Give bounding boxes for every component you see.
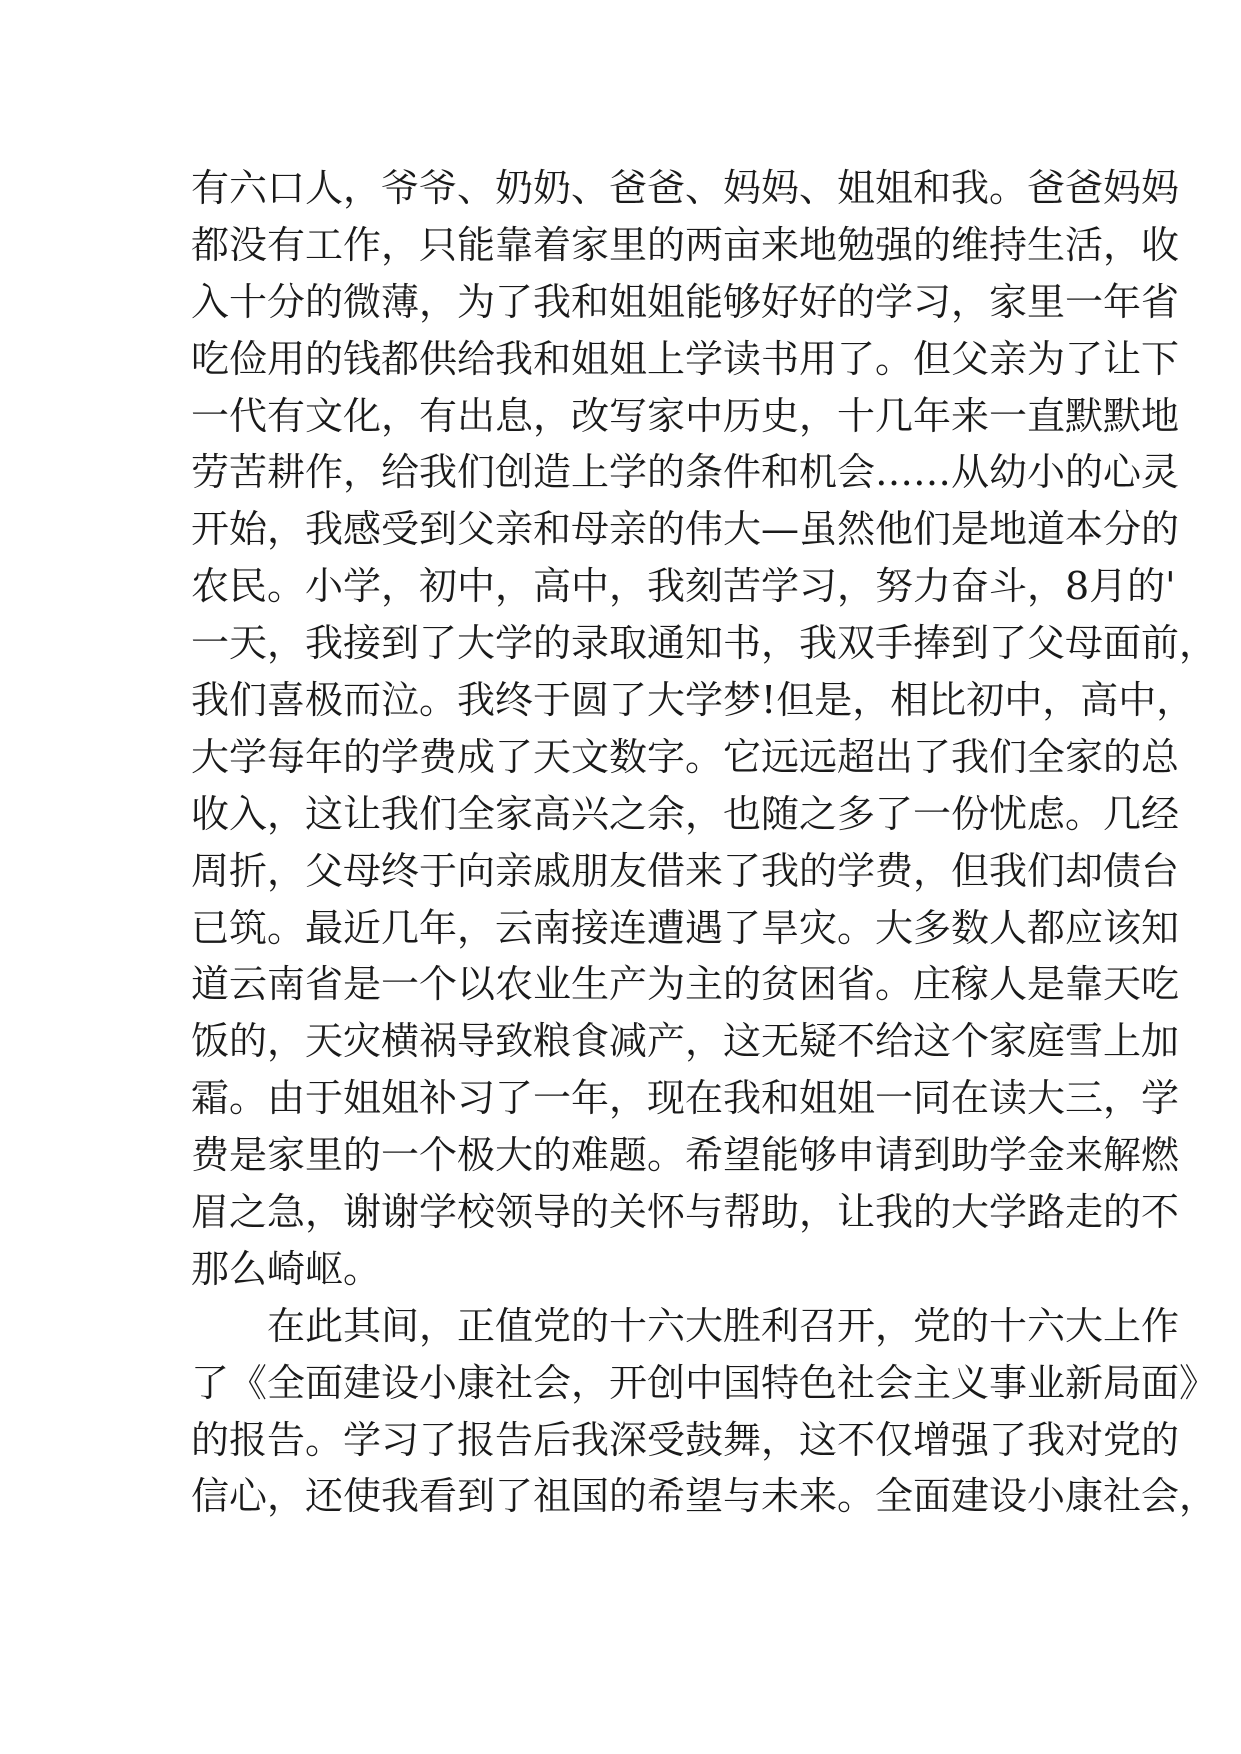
- text-line: 劳苦耕作，给我们创造上学的条件和机会……从幼小的心灵: [191, 450, 1180, 495]
- text-line: 收入，这让我们全家高兴之余，也随之多了一份忧虑。几经: [191, 791, 1180, 836]
- text-line: 那么崎岖。: [191, 1246, 382, 1291]
- text-line: 费是家里的一个极大的难题。希望能够申请到助学金来解燃: [191, 1133, 1180, 1178]
- text-line: 周折，父母终于向亲戚朋友借来了我的学费，但我们却债台: [191, 848, 1180, 893]
- text-line: 都没有工作，只能靠着家里的两亩来地勉强的维持生活，收: [191, 222, 1180, 267]
- text-line: 一代有文化，有出息，改写家中历史，十几年来一直默默地: [191, 393, 1180, 438]
- text-line: 农民。小学，初中，高中，我刻苦学习，努力奋斗，8月的': [191, 564, 1176, 609]
- text-line: 开始，我感受到父亲和母亲的伟大—虽然他们是地道本分的: [191, 507, 1180, 552]
- body-text: [191, 160, 1218, 1525]
- paragraph-first-line: 在此其间，正值党的十六大胜利召开，党的十六大上作: [267, 1303, 1180, 1348]
- text-line: 眉之急，谢谢学校领导的关怀与帮助，让我的大学路走的不: [191, 1190, 1180, 1235]
- text-line: 饭的，天灾横祸导致粮食减产，这无疑不给这个家庭雪上加: [191, 1019, 1180, 1064]
- text-line: 一天，我接到了大学的录取通知书，我双手捧到了父母面前，: [191, 621, 1218, 666]
- text-line: 道云南省是一个以农业生产为主的贫困省。庄稼人是靠天吃: [191, 962, 1180, 1007]
- text-line: 有六口人，爷爷、奶奶、爸爸、妈妈、姐姐和我。爸爸妈妈: [191, 166, 1180, 210]
- text-line: 我们喜极而泣。我终于圆了大学梦!但是，相比初中，高中，: [191, 678, 1195, 723]
- text-line: 入十分的微薄，为了我和姐姐能够好好的学习，家里一年省: [191, 279, 1180, 324]
- text-line: 了《全面建设小康社会，开创中国特色社会主义事业新局面》: [191, 1360, 1218, 1405]
- text-line: 信心，还使我看到了祖国的希望与未来。全面建设小康社会，: [191, 1474, 1218, 1519]
- text-line: 吃俭用的钱都供给我和姐姐上学读书用了。但父亲为了让下: [191, 336, 1180, 381]
- text-line: 已筑。最近几年，云南接连遭遇了旱灾。大多数人都应该知: [191, 905, 1180, 950]
- text-line: 的报告。学习了报告后我深受鼓舞，这不仅增强了我对党的: [191, 1417, 1180, 1462]
- text-line: 霜。由于姐姐补习了一年，现在我和姐姐一同在读大三，学: [191, 1076, 1180, 1121]
- text-line: 大学每年的学费成了天文数字。它远远超出了我们全家的总: [191, 734, 1180, 779]
